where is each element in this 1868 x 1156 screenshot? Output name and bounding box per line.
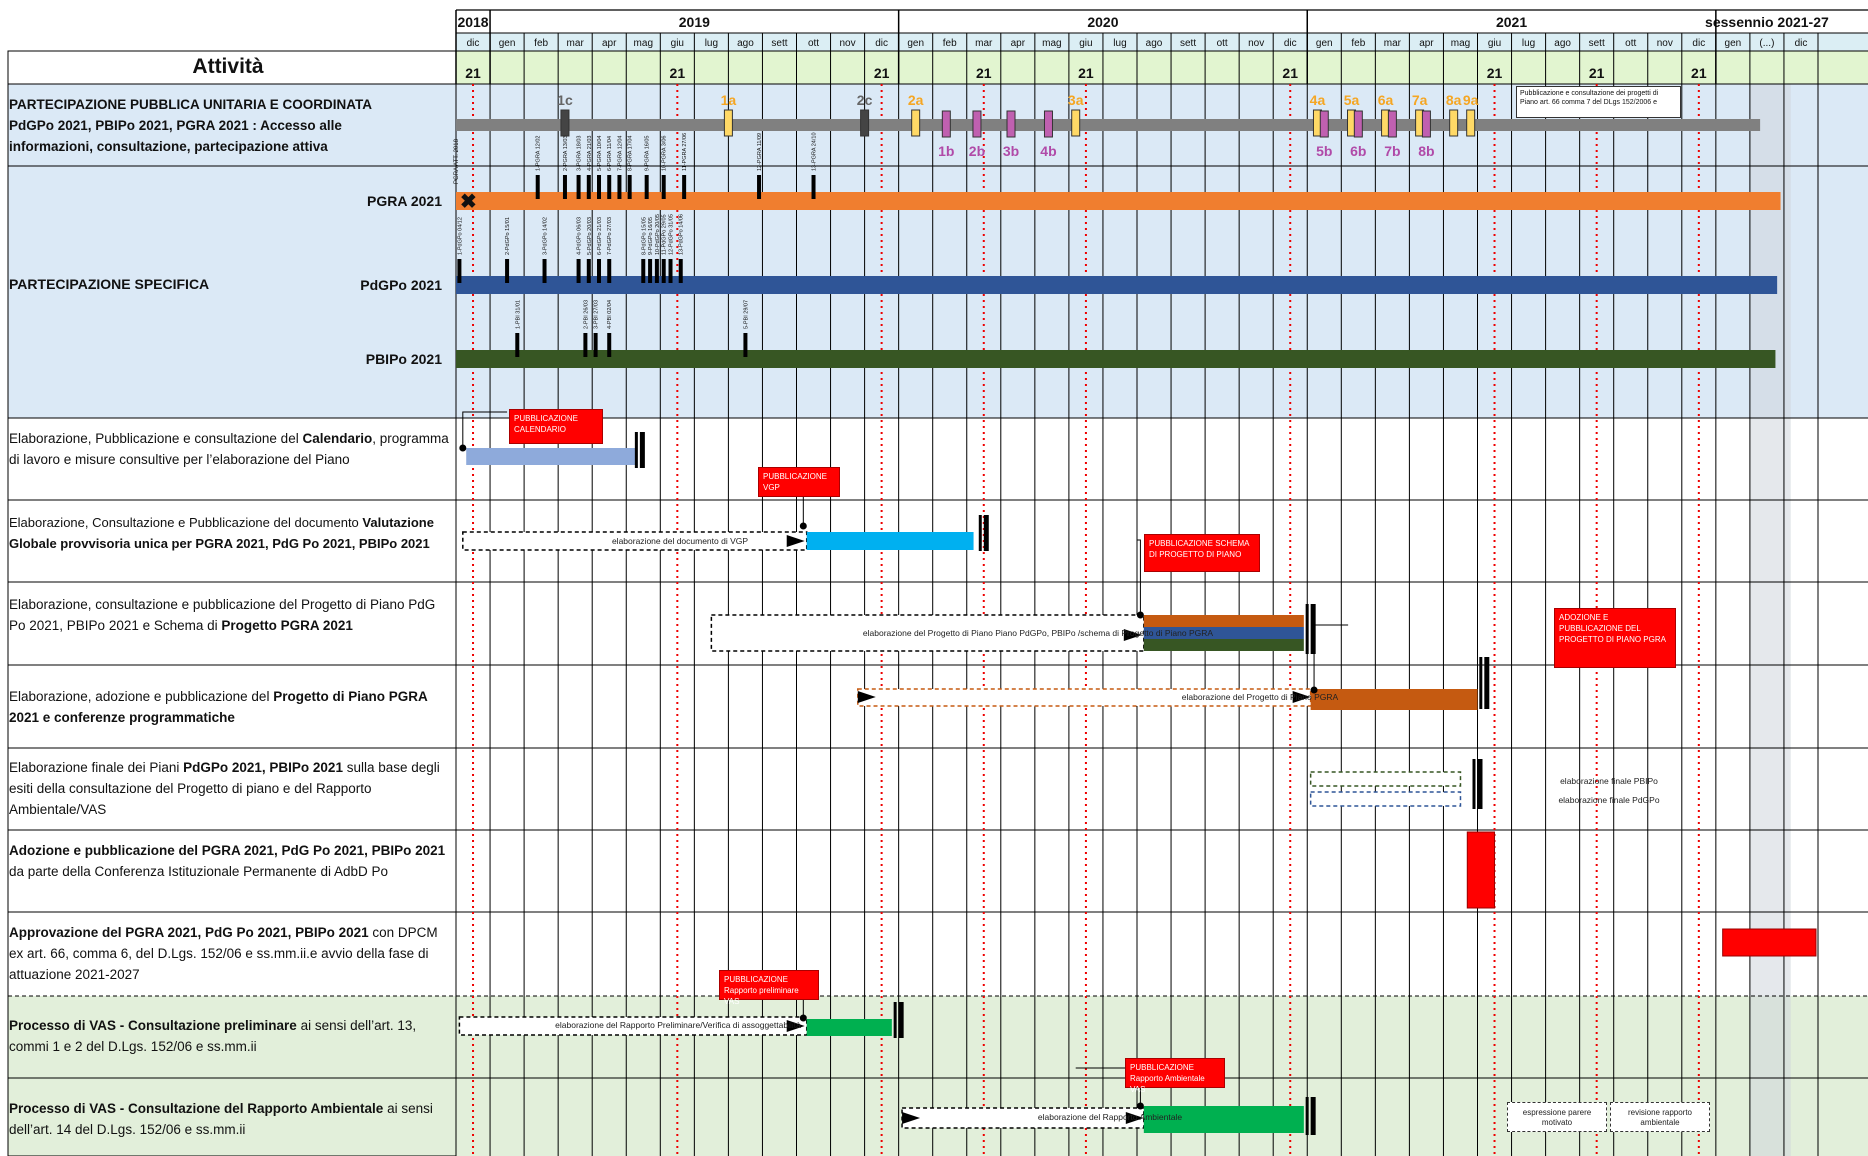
pgra-start-cross: ✖ bbox=[460, 191, 477, 213]
month-label-15: mar bbox=[975, 38, 993, 49]
task-label-vas-ambientale: Processo di VAS - Consultazione del Rapporto Ambientale ai sensi dell’art. 14 del D.Lgs. 152/06 e ss.mm.ii bbox=[9, 1101, 433, 1137]
public-marker-0 bbox=[561, 110, 569, 136]
task-label-vas-preliminare: Processo di VAS - Consultazione preliminare ai sensi dell’art. 13, commi 1 e 2 del D.Lgs. 152/06 e ss.mm.ii bbox=[9, 1018, 417, 1054]
approvazione-bar bbox=[1723, 929, 1816, 956]
public-line-2: PdGPo 2021, PBIPo 2021, PGRA 2021 : Accesso alle bbox=[9, 118, 342, 133]
month-label-31: lug bbox=[1521, 38, 1536, 49]
progetto-leader bbox=[1137, 540, 1140, 615]
lane-1-tick-3 bbox=[577, 259, 581, 283]
public-marker-b-label-2: 3b bbox=[1002, 143, 1020, 159]
day-marker-3: 21 bbox=[975, 65, 992, 81]
month-label-28: apr bbox=[1419, 38, 1434, 49]
lane-2-tick-label-2: 3-PBI 27/03 bbox=[593, 299, 600, 329]
lane-0-tick-label-4: 5-PGRA 10/04 bbox=[597, 135, 604, 171]
month-label-19: lug bbox=[1113, 38, 1127, 49]
month-label-35: nov bbox=[1656, 38, 1673, 49]
lane-1-tick-10 bbox=[662, 259, 666, 283]
lane-1-tick-label-7: 8-PdGPo 15/05 bbox=[641, 217, 648, 255]
year-label-1: 2019 bbox=[678, 14, 710, 30]
public-marker-b-0 bbox=[942, 111, 950, 137]
dashed-label-finale-pdgpo: elaborazione finale PdGPo bbox=[1558, 795, 1660, 805]
month-label-36: dic bbox=[1692, 38, 1706, 49]
public-marker-b-label-5: 6b bbox=[1350, 143, 1367, 159]
lane-0-tick-label-11: 12-PGRA 11/09 bbox=[757, 132, 764, 171]
month-label-22: ott bbox=[1216, 38, 1228, 49]
lane-0-tick-6 bbox=[617, 175, 621, 199]
month-label-11: nov bbox=[839, 38, 856, 49]
lane-0-tick-label-1: 2-PGRA 13/03 bbox=[562, 135, 569, 171]
lane-2-tick-4 bbox=[743, 333, 747, 357]
public-marker-label-8: 7a bbox=[1411, 92, 1428, 108]
lane-2-tick-label-3: 4-PBI 02/04 bbox=[607, 299, 614, 329]
calendario-end-b bbox=[640, 432, 645, 468]
activity-column-title: Attività bbox=[192, 55, 264, 78]
day-marker-5: 21 bbox=[1282, 65, 1299, 81]
calendario-bar bbox=[466, 448, 636, 465]
dashed-label-pgra: elaborazione del Progetto di Piano PGRA bbox=[1181, 692, 1339, 702]
lane-1-tick-5 bbox=[597, 259, 601, 283]
lane-0-tick-label-2: 3-PGRA 18/03 bbox=[576, 135, 583, 171]
month-label-18: giu bbox=[1079, 38, 1093, 49]
dashed-label-vas-preliminare: elaborazione del Rapporto Preliminare/Verifica di assoggettabilità bbox=[555, 1020, 801, 1030]
day-marker-8: 21 bbox=[1691, 65, 1707, 81]
public-marker-b-2 bbox=[1007, 111, 1015, 137]
public-marker-9 bbox=[1450, 110, 1458, 136]
lane-1-tick-label-4: 5-PdGPo 20/03 bbox=[586, 217, 593, 255]
month-label-32: ago bbox=[1554, 38, 1571, 49]
public-marker-label-1: 2c bbox=[856, 92, 873, 108]
adozione-bar bbox=[1467, 832, 1494, 908]
lane-0-tick-2 bbox=[577, 175, 581, 199]
lane-0-tick-label-10: 11-PGRA 27/06 bbox=[682, 132, 689, 171]
lane-1-tick-7 bbox=[641, 259, 645, 283]
dashed-label-finale-pbipo: elaborazione finale PBIPo bbox=[1560, 776, 1658, 786]
public-marker-b-6 bbox=[1388, 111, 1396, 137]
lane-label-pdgpo: PdGPo 2021 bbox=[360, 277, 442, 293]
lane-0-tick-1 bbox=[563, 175, 567, 199]
task-label-adozione: Adozione e pubblicazione del PGRA 2021, PdG Po 2021, PBIPo 2021 da parte della Conferenza Istituzionale Permanente di AdbD Po bbox=[9, 843, 446, 879]
day-marker-7: 21 bbox=[1588, 65, 1605, 81]
month-label-16: apr bbox=[1010, 38, 1026, 49]
month-label-33: sett bbox=[1588, 38, 1605, 49]
month-label-25: gen bbox=[1315, 38, 1333, 49]
day-marker-4: 21 bbox=[1078, 65, 1094, 81]
month-label-13: gen bbox=[907, 38, 925, 49]
public-marker-label-3: 2a bbox=[907, 92, 924, 108]
lane-bar-2 bbox=[456, 350, 1775, 368]
specific-participation-label: PARTECIPAZIONE SPECIFICA bbox=[9, 276, 210, 292]
task-label-finale: Elaborazione finale dei Piani PdGPo 2021, PBIPo 2021 sulla base degli esiti della consultazione del Progetto di piano e del Rapporto Ambientale/VAS bbox=[9, 760, 440, 817]
pgra-start-label: PGRA ATT. 2018 bbox=[454, 139, 460, 184]
progetto-bar-rust bbox=[1144, 615, 1304, 627]
month-label-26: feb bbox=[1351, 38, 1366, 49]
day-marker-6: 21 bbox=[1486, 65, 1503, 81]
public-marker-b-4 bbox=[1320, 111, 1328, 137]
lane-0-tick-9 bbox=[662, 175, 666, 199]
sessennio-shade bbox=[1750, 84, 1791, 1156]
lane-0-tick-7 bbox=[628, 175, 632, 199]
lane-2-tick-label-1: 2-PBI 26/03 bbox=[583, 299, 590, 329]
month-label-38: (...) bbox=[1759, 38, 1775, 49]
public-marker-b-label-0: 1b bbox=[938, 143, 955, 159]
public-marker-label-10: 9a bbox=[1462, 92, 1479, 108]
month-label-21: sett bbox=[1180, 38, 1197, 49]
lane-0-tick-label-8: 9-PGRA 16/05 bbox=[644, 135, 651, 171]
month-label-8: ago bbox=[737, 38, 754, 49]
month-label-0: dic bbox=[466, 38, 480, 49]
lane-0-tick-3 bbox=[587, 175, 591, 199]
public-line-3: informazioni, consultazione, partecipazione attiva bbox=[9, 139, 328, 154]
lane-2-tick-label-4: 5-PBI 29/07 bbox=[743, 299, 750, 329]
task-label-vgp: Elaborazione, Consultazione e Pubblicazione del documento Valutazione Globale provvisoria unica per PGRA 2021, PdG Po 2021, PBIPo 2021 bbox=[9, 515, 434, 551]
dashed-label-progetto: elaborazione del Progetto di Piano Piano PdGPo, PBIPo /schema di Progetto di Piano PGRA bbox=[862, 628, 1214, 638]
month-label-5: mag bbox=[633, 38, 654, 49]
dashed-label-vgp: elaborazione del documento di VGP bbox=[611, 536, 749, 546]
lane-1-tick-6 bbox=[607, 259, 611, 283]
lane-bar-1 bbox=[456, 276, 1777, 294]
publication-note: Pubblicazione e consultazione dei progetti di Piano art. 66 comma 7 del DLgs 152/2006 e bbox=[1516, 86, 1681, 118]
box-revisione-rapporto: revisione rapporto ambientale bbox=[1610, 1102, 1710, 1132]
month-label-9: sett bbox=[771, 38, 788, 49]
public-marker-b-7 bbox=[1422, 111, 1430, 137]
lane-0-tick-8 bbox=[645, 175, 649, 199]
vas1-end-b bbox=[899, 1002, 904, 1038]
lane-bar-0 bbox=[456, 192, 1781, 210]
public-marker-b-label-7: 8b bbox=[1418, 143, 1435, 159]
lane-1-tick-9 bbox=[655, 259, 659, 283]
lane-0-tick-5 bbox=[607, 175, 611, 199]
public-marker-b-5 bbox=[1354, 111, 1362, 137]
lane-1-tick-label-9: 10-PdGPo 20/05 bbox=[654, 214, 661, 255]
lane-1-tick-8 bbox=[648, 259, 652, 283]
lane-1-tick-label-5: 6-PdGPo 21/03 bbox=[597, 217, 604, 255]
public-marker-b-label-1: 2b bbox=[968, 143, 986, 159]
public-marker-b-3 bbox=[1044, 111, 1052, 137]
callout-rapporto-preliminare: PUBBLICAZIONE Rapporto preliminare VAS bbox=[719, 970, 819, 1000]
day-marker-1: 21 bbox=[669, 65, 686, 81]
lane-0-tick-label-3: 4-PGRA 21/03 bbox=[586, 135, 593, 171]
month-label-37: gen bbox=[1724, 38, 1742, 49]
year-label-2: 2020 bbox=[1087, 14, 1119, 30]
public-marker-label-2: 1a bbox=[720, 92, 737, 108]
year-label-0: 2018 bbox=[457, 14, 489, 30]
month-label-1: gen bbox=[498, 38, 516, 49]
lane-0-tick-0 bbox=[536, 175, 540, 199]
progetto-end-b bbox=[1311, 604, 1316, 654]
finale-end bbox=[1473, 759, 1476, 809]
month-label-34: ott bbox=[1625, 38, 1637, 49]
lane-2-tick-label-0: 1-PBI 31/01 bbox=[515, 299, 522, 329]
progetto-leader-dot bbox=[1137, 612, 1144, 619]
lane-1-tick-label-3: 4-PdGPo 06/03 bbox=[576, 217, 583, 255]
year-label-3: 2021 bbox=[1495, 14, 1528, 30]
lane-1-tick-12 bbox=[679, 259, 683, 283]
public-marker-label-5: 4a bbox=[1309, 92, 1326, 108]
calendario-leader-dot bbox=[459, 445, 466, 452]
callout-rapporto-ambientale: PUBBLICAZIONE Rapporto Ambientale VAS bbox=[1125, 1058, 1225, 1088]
vas1-end bbox=[894, 1002, 897, 1038]
vgp-end-b bbox=[984, 515, 989, 551]
vgp-leader-dot bbox=[800, 523, 807, 530]
month-label-39: dic bbox=[1794, 38, 1808, 49]
lane-0-tick-label-9: 10-PGRA 3/06 bbox=[661, 135, 668, 171]
lane-0-tick-label-6: 7-PGRA 12/04 bbox=[617, 135, 624, 171]
public-marker-10 bbox=[1467, 110, 1475, 136]
public-marker-label-6: 5a bbox=[1343, 92, 1360, 108]
public-marker-b-label-6: 7b bbox=[1384, 143, 1401, 159]
dashed-label-vas-ambientale: elaborazione del Rapporto Ambientale bbox=[1037, 1112, 1183, 1122]
public-marker-label-7: 6a bbox=[1377, 92, 1394, 108]
lane-1-tick-1 bbox=[505, 259, 509, 283]
day-marker-0: 21 bbox=[465, 65, 481, 81]
public-marker-4 bbox=[1072, 110, 1080, 136]
vgp-end bbox=[979, 515, 982, 551]
public-marker-label-0: 1c bbox=[557, 92, 573, 108]
public-marker-b-label-3: 4b bbox=[1040, 143, 1057, 159]
vas2-end bbox=[1306, 1097, 1309, 1135]
callout-pubblicazione-calendario: PUBBLICAZIONE CALENDARIO bbox=[509, 409, 603, 444]
month-label-7: lug bbox=[704, 38, 719, 49]
callout-adozione-pgra: ADOZIONE E PUBBLICAZIONE DEL PROGETTO DI PIANO PGRA bbox=[1554, 608, 1676, 668]
public-marker-2 bbox=[724, 110, 732, 136]
public-marker-3 bbox=[912, 110, 920, 136]
box-parere-motivato: espressione parere motivato bbox=[1507, 1102, 1607, 1132]
callout-schema-progetto: PUBBLICAZIONE SCHEMA DI PROGETTO DI PIANO bbox=[1144, 534, 1260, 572]
month-label-6: giu bbox=[670, 38, 685, 49]
lane-1-tick-label-0: 1-PdGPo 04/12 bbox=[457, 217, 464, 255]
month-label-23: nov bbox=[1248, 38, 1265, 49]
month-label-3: mar bbox=[566, 38, 584, 49]
lane-label-pgra: PGRA 2021 bbox=[367, 193, 442, 209]
lane-2-tick-3 bbox=[607, 333, 611, 357]
task-label-calendario: Elaborazione, Pubblicazione e consultazione del Calendario, programma di lavoro e misure consultive per l’elaborazione del Piano bbox=[9, 431, 449, 467]
progetto-bar-green bbox=[1144, 639, 1304, 651]
month-label-20: ago bbox=[1145, 38, 1163, 49]
month-label-30: giu bbox=[1487, 38, 1502, 49]
lane-2-tick-0 bbox=[515, 333, 519, 357]
public-participation-label bbox=[9, 94, 449, 157]
finale-dashed-pdgpo bbox=[1311, 792, 1461, 806]
public-line-1: PARTECIPAZIONE PUBBLICA UNITARIA E COORDINATA bbox=[9, 97, 372, 112]
lane-1-tick-2 bbox=[543, 259, 547, 283]
public-marker-b-label-4: 5b bbox=[1316, 143, 1333, 159]
day-marker-2: 21 bbox=[873, 65, 890, 81]
lane-0-tick-label-5: 6-PGRA 11/04 bbox=[607, 135, 614, 171]
lane-0-tick-label-12: 13-PGRA 24/10 bbox=[811, 132, 818, 171]
public-gray-bar bbox=[456, 119, 1760, 131]
lane-1-tick-label-2: 3-PdGPo 14/02 bbox=[542, 217, 549, 255]
lane-2-tick-2 bbox=[594, 333, 598, 357]
finale-end-b bbox=[1478, 759, 1483, 809]
lane-1-tick-label-11: 12-PdGPo 31/05 bbox=[668, 214, 675, 255]
lane-1-tick-label-10: 11-PdGPo 29/05 bbox=[661, 214, 668, 255]
lane-1-tick-label-8: 9-PdGPo 16/05 bbox=[648, 217, 655, 255]
task-label-pgra: Elaborazione, adozione e pubblicazione del Progetto di Piano PGRA 2021 e conferenze programmatiche bbox=[9, 689, 428, 725]
task-label-approvazione: Approvazione del PGRA 2021, PdG Po 2021, PBIPo 2021 con DPCM ex art. 66, comma 6, del D.Lgs. 152/06 e ss.mm.ii.e avvio della fase di attuazione 2021-2027 bbox=[9, 925, 438, 982]
month-label-2: feb bbox=[534, 38, 549, 49]
public-marker-b-1 bbox=[973, 111, 981, 137]
public-marker-1 bbox=[861, 110, 869, 136]
month-label-24: dic bbox=[1283, 38, 1297, 49]
public-marker-label-9: 8a bbox=[1445, 92, 1462, 108]
day-header-bg bbox=[456, 51, 1868, 84]
lane-0-tick-11 bbox=[757, 175, 761, 199]
progetto-end bbox=[1306, 604, 1309, 654]
lane-0-tick-label-0: 1-PGRA 12/02 bbox=[535, 135, 542, 171]
callout-pubblicazione-vgp: PUBBLICAZIONE VGP bbox=[758, 467, 840, 497]
month-label-27: mar bbox=[1383, 38, 1401, 49]
vas2-leader-dot bbox=[1137, 1103, 1144, 1110]
month-label-4: apr bbox=[601, 38, 617, 49]
month-label-29: mag bbox=[1450, 38, 1471, 49]
month-label-10: ott bbox=[807, 38, 820, 49]
lane-1-tick-label-12: 13-PdGPo 14/06 bbox=[678, 214, 685, 255]
lane-1-tick-label-6: 7-PdGPo 27/03 bbox=[607, 217, 614, 255]
month-label-17: mag bbox=[1042, 38, 1062, 49]
lane-1-tick-11 bbox=[669, 259, 673, 283]
month-label-12: dic bbox=[875, 38, 889, 49]
task-label-progetto: Elaborazione, consultazione e pubblicazione del Progetto di Piano PdG Po 2021, PBIPo 2021 e Schema di Progetto PGRA 2021 bbox=[9, 597, 436, 633]
lane-0-tick-12 bbox=[812, 175, 816, 199]
lane-2-tick-1 bbox=[583, 333, 587, 357]
lane-0-tick-10 bbox=[682, 175, 686, 199]
lane-1-tick-0 bbox=[457, 259, 461, 283]
pgra-leader bbox=[1314, 625, 1348, 690]
lane-0-tick-label-7: 8-PGRA 17/04 bbox=[627, 135, 634, 171]
public-marker-label-4: 3a bbox=[1067, 92, 1084, 108]
lane-0-tick-4 bbox=[597, 175, 601, 199]
year-label-4: sessennio 2021-27 bbox=[1705, 14, 1829, 30]
lane-1-tick-4 bbox=[587, 259, 591, 283]
vas2-end-b bbox=[1311, 1097, 1316, 1135]
lane-label-pbipo: PBIPo 2021 bbox=[365, 351, 442, 367]
lane-1-tick-label-1: 2-PdGPo 15/01 bbox=[505, 217, 512, 255]
month-label-14: feb bbox=[942, 38, 957, 49]
calendario-end bbox=[635, 432, 638, 468]
finale-dashed-pbipo bbox=[1311, 772, 1461, 786]
